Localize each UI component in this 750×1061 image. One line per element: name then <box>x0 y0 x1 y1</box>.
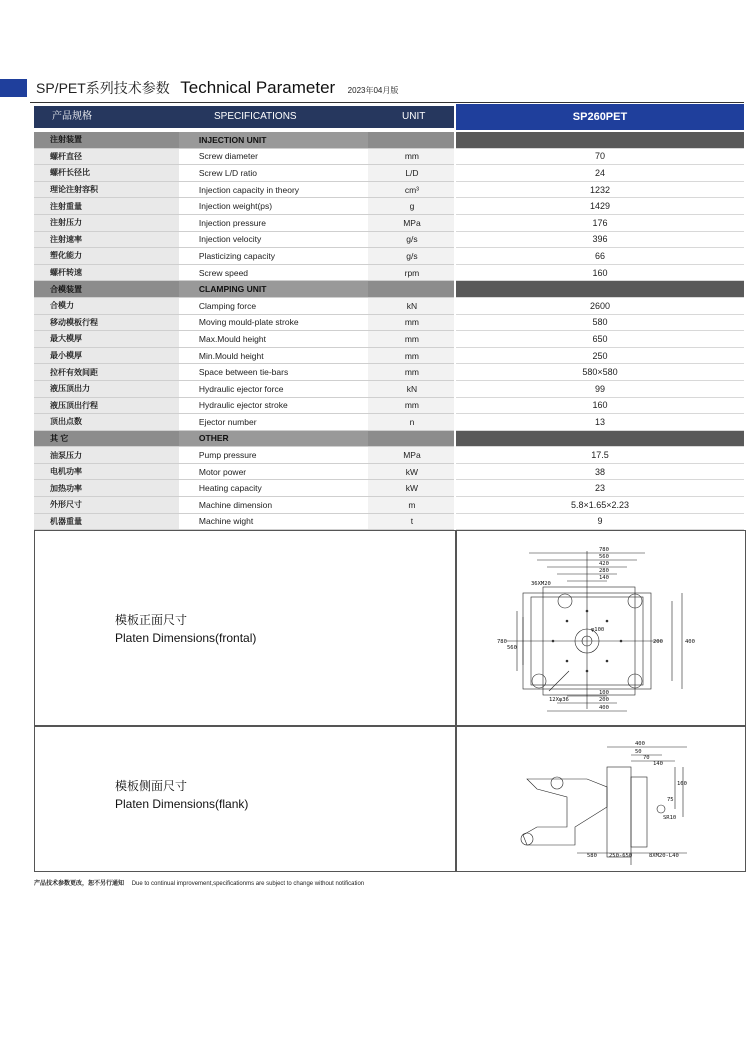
unit-cell: g/s <box>368 231 454 248</box>
table-row <box>34 414 454 431</box>
flank-label <box>115 777 248 813</box>
value-cell: 17.5 <box>456 447 744 464</box>
unit-cell: kN <box>368 380 454 397</box>
flank-dim-70: 70 <box>643 755 650 761</box>
unit-cell <box>368 132 454 148</box>
frontal-label-zh: 模板正面尺寸 <box>115 613 188 627</box>
label-zh-cell: 拉杆有效间距 <box>34 364 179 381</box>
platen-side-profile <box>523 779 607 845</box>
value-cell: 176 <box>456 214 744 231</box>
label-en-cell: Screw diameter <box>179 148 368 165</box>
value-cell: 396 <box>456 231 744 248</box>
table-row <box>34 165 454 182</box>
label-zh-cell: 注射装置 <box>34 132 179 148</box>
label-zh-cell: 液压顶出行程 <box>34 397 179 414</box>
value-cell: 5.8×1.65×2.23 <box>456 497 744 514</box>
unit-cell: g/s <box>368 248 454 265</box>
label-en-cell: OTHER <box>179 430 368 447</box>
unit-cell: n <box>368 414 454 431</box>
table-row <box>34 347 454 364</box>
label-zh-cell: 移动模板行程 <box>34 314 179 331</box>
flank-dim-50: 50 <box>635 749 642 755</box>
edition-date: 2023年04月版 <box>347 86 399 95</box>
label-zh-cell: 其 它 <box>34 430 179 447</box>
label-zh-cell: 机器重量 <box>34 513 179 530</box>
specification-table <box>34 132 454 547</box>
dim-center-hole: φ100 <box>591 627 605 633</box>
label-zh-cell: 外形尺寸 <box>34 497 179 514</box>
unit-cell: MPa <box>368 214 454 231</box>
value-cell: 2600 <box>456 297 744 314</box>
value-cell: 1429 <box>456 198 744 215</box>
title-chinese: SP/PET系列技术参数 <box>36 80 170 96</box>
table-row <box>34 314 454 331</box>
value-row <box>456 414 744 431</box>
unit-cell: kW <box>368 480 454 497</box>
flank-dim-75: 75 <box>667 797 674 803</box>
value-row <box>456 198 744 215</box>
title-divider <box>30 102 744 103</box>
frontal-label-en: Platen Dimensions(frontal) <box>115 631 257 645</box>
label-zh-cell: 最大模厚 <box>34 331 179 348</box>
label-zh-cell: 顶出点数 <box>34 414 179 431</box>
value-row <box>456 497 744 514</box>
value-cell <box>456 132 744 148</box>
table-row <box>34 231 454 248</box>
unit-cell <box>368 281 454 298</box>
value-cell: 9 <box>456 513 744 530</box>
value-cell <box>456 430 744 447</box>
value-cell: 38 <box>456 463 744 480</box>
value-row <box>456 231 744 248</box>
flank-label-zh: 模板侧面尺寸 <box>115 779 188 793</box>
dim-140-top: 140 <box>599 575 609 581</box>
value-row <box>456 513 744 530</box>
value-cell <box>456 281 744 298</box>
value-cell: 160 <box>456 264 744 281</box>
flank-dim-160: 160 <box>677 781 687 787</box>
unit-cell: mm <box>368 331 454 348</box>
label-en-cell: Max.Mould height <box>179 331 368 348</box>
dim-280-top: 280 <box>599 568 609 574</box>
label-en-cell: Ejector number <box>179 414 368 431</box>
unit-cell: kN <box>368 297 454 314</box>
section-row <box>456 281 744 298</box>
table-row <box>34 497 454 514</box>
table-row <box>34 480 454 497</box>
unit-cell: m <box>368 497 454 514</box>
label-zh-cell: 电机功率 <box>34 463 179 480</box>
value-row <box>456 447 744 464</box>
flank-label-en: Platen Dimensions(flank) <box>115 797 249 811</box>
dim-560-left: 560 <box>507 645 517 651</box>
label-en-cell: Min.Mould height <box>179 347 368 364</box>
value-cell: 1232 <box>456 181 744 198</box>
label-en-cell: Hydraulic ejector force <box>179 380 368 397</box>
value-cell: 24 <box>456 165 744 182</box>
unit-cell: mm <box>368 148 454 165</box>
frontal-platen-drawing <box>457 531 745 725</box>
value-row <box>456 347 744 364</box>
label-en-cell: Space between tie-bars <box>179 364 368 381</box>
value-cell: 70 <box>456 148 744 165</box>
value-row <box>456 248 744 265</box>
model-name: SP260PET <box>572 111 628 123</box>
label-zh-cell: 注射压力 <box>34 214 179 231</box>
table-header-model <box>456 104 744 130</box>
unit-cell: cm³ <box>368 181 454 198</box>
value-cell: 650 <box>456 331 744 348</box>
label-zh-cell: 螺杆直径 <box>34 148 179 165</box>
value-row <box>456 397 744 414</box>
label-en-cell: Moving mould-plate stroke <box>179 314 368 331</box>
unit-cell: MPa <box>368 447 454 464</box>
label-en-cell: Motor power <box>179 463 368 480</box>
table-row <box>34 264 454 281</box>
label-zh-cell: 加热功率 <box>34 480 179 497</box>
flank-dim-580: 580 <box>587 853 597 859</box>
label-zh-cell: 理论注射容积 <box>34 181 179 198</box>
section-row <box>34 132 454 148</box>
value-cell: 13 <box>456 414 744 431</box>
unit-cell: mm <box>368 364 454 381</box>
value-cell: 66 <box>456 248 744 265</box>
table-row <box>34 198 454 215</box>
dim-780-top: 780 <box>599 547 609 553</box>
section-row <box>34 281 454 298</box>
dim-400-right: 400 <box>685 639 695 645</box>
value-cell: 99 <box>456 380 744 397</box>
flank-label-panel <box>34 726 456 872</box>
unit-cell: mm <box>368 314 454 331</box>
section-row <box>34 430 454 447</box>
unit-cell: L/D <box>368 165 454 182</box>
label-zh-cell: 注射重量 <box>34 198 179 215</box>
label-zh-cell: 螺杆转速 <box>34 264 179 281</box>
dim-200-right: 200 <box>653 639 663 645</box>
table-row <box>34 331 454 348</box>
frontal-label <box>115 611 256 647</box>
value-row <box>456 463 744 480</box>
header-specifications: SPECIFICATIONS <box>214 111 297 122</box>
value-cell: 250 <box>456 347 744 364</box>
label-en-cell: Clamping force <box>179 297 368 314</box>
label-en-cell: Hydraulic ejector stroke <box>179 397 368 414</box>
flank-dim-thread: 8XM20-L40 <box>649 853 679 859</box>
header-unit: UNIT <box>402 111 426 122</box>
unit-cell: rpm <box>368 264 454 281</box>
label-en-cell: Injection capacity in theory <box>179 181 368 198</box>
unit-cell: mm <box>368 397 454 414</box>
table-header-left <box>34 106 454 128</box>
dim-200-bottom: 200 <box>599 697 609 703</box>
value-cell: 160 <box>456 397 744 414</box>
unit-cell: g <box>368 198 454 215</box>
flank-dim-sr: SR10 <box>663 815 677 821</box>
flank-dim-250: 250-650 <box>609 853 633 859</box>
table-row <box>34 181 454 198</box>
value-cell: 580×580 <box>456 364 744 381</box>
label-zh-cell: 液压顶出力 <box>34 380 179 397</box>
unit-cell: mm <box>368 347 454 364</box>
table-row <box>34 248 454 265</box>
label-en-cell: Plasticizing capacity <box>179 248 368 265</box>
unit-cell: t <box>368 513 454 530</box>
dim-400-bottom: 400 <box>599 705 609 711</box>
value-row <box>456 331 744 348</box>
label-en-cell: CLAMPING UNIT <box>179 281 368 298</box>
label-en-cell: Injection pressure <box>179 214 368 231</box>
values-table <box>456 132 744 547</box>
value-row <box>456 181 744 198</box>
label-zh-cell: 油泵压力 <box>34 447 179 464</box>
footnote <box>34 878 364 887</box>
page-title <box>36 78 398 98</box>
label-en-cell: Machine wight <box>179 513 368 530</box>
value-row <box>456 214 744 231</box>
label-zh-cell: 螺杆长径比 <box>34 165 179 182</box>
label-en-cell: Machine dimension <box>179 497 368 514</box>
flank-drawing-panel <box>456 726 746 872</box>
label-zh-cell: 最小模厚 <box>34 347 179 364</box>
table-row <box>34 364 454 381</box>
unit-cell <box>368 430 454 447</box>
label-zh-cell: 注射速率 <box>34 231 179 248</box>
label-en-cell: Injection velocity <box>179 231 368 248</box>
value-row <box>456 314 744 331</box>
label-en-cell: Screw L/D ratio <box>179 165 368 182</box>
dim-780-left: 780 <box>497 639 507 645</box>
value-row <box>456 165 744 182</box>
table-row <box>34 447 454 464</box>
label-zh-cell: 合模装置 <box>34 281 179 298</box>
unit-cell: kW <box>368 463 454 480</box>
flank-dim-400: 400 <box>635 741 645 747</box>
frontal-drawing-panel <box>456 530 746 726</box>
frontal-label-panel <box>34 530 456 726</box>
dim-hole-spec: 12Xφ36 <box>549 697 569 703</box>
flank-platen-drawing <box>457 727 745 871</box>
label-en-cell: INJECTION UNIT <box>179 132 368 148</box>
table-row <box>34 214 454 231</box>
table-row <box>34 513 454 530</box>
value-row <box>456 264 744 281</box>
value-cell: 23 <box>456 480 744 497</box>
table-row <box>34 380 454 397</box>
table-row <box>34 297 454 314</box>
table-row <box>34 148 454 165</box>
dim-420-top: 420 <box>599 561 609 567</box>
value-row <box>456 148 744 165</box>
value-row <box>456 364 744 381</box>
table-row <box>34 463 454 480</box>
section-row <box>456 132 744 148</box>
label-en-cell: Screw speed <box>179 264 368 281</box>
title-english: Technical Parameter <box>180 78 336 97</box>
value-row <box>456 380 744 397</box>
dim-bolt-spec: 36XM20 <box>531 581 551 587</box>
dim-560-top: 560 <box>599 554 609 560</box>
flank-dim-140: 140 <box>653 761 663 767</box>
title-accent-bar <box>0 79 27 97</box>
dim-100-bottom: 100 <box>599 690 609 696</box>
label-en-cell: Heating capacity <box>179 480 368 497</box>
value-row <box>456 297 744 314</box>
table-row <box>34 397 454 414</box>
header-product-spec: 产品规格 <box>52 111 92 122</box>
section-row <box>456 430 744 447</box>
footnote-zh: 产品技术参数更改，恕不另行通知 <box>34 881 125 887</box>
value-cell: 580 <box>456 314 744 331</box>
label-zh-cell: 合模力 <box>34 297 179 314</box>
footnote-en: Due to continual improvement,specificationms are subject to change without notification <box>131 881 365 887</box>
label-en-cell: Pump pressure <box>179 447 368 464</box>
label-zh-cell: 塑化能力 <box>34 248 179 265</box>
label-en-cell: Injection weight(ps) <box>179 198 368 215</box>
value-row <box>456 480 744 497</box>
